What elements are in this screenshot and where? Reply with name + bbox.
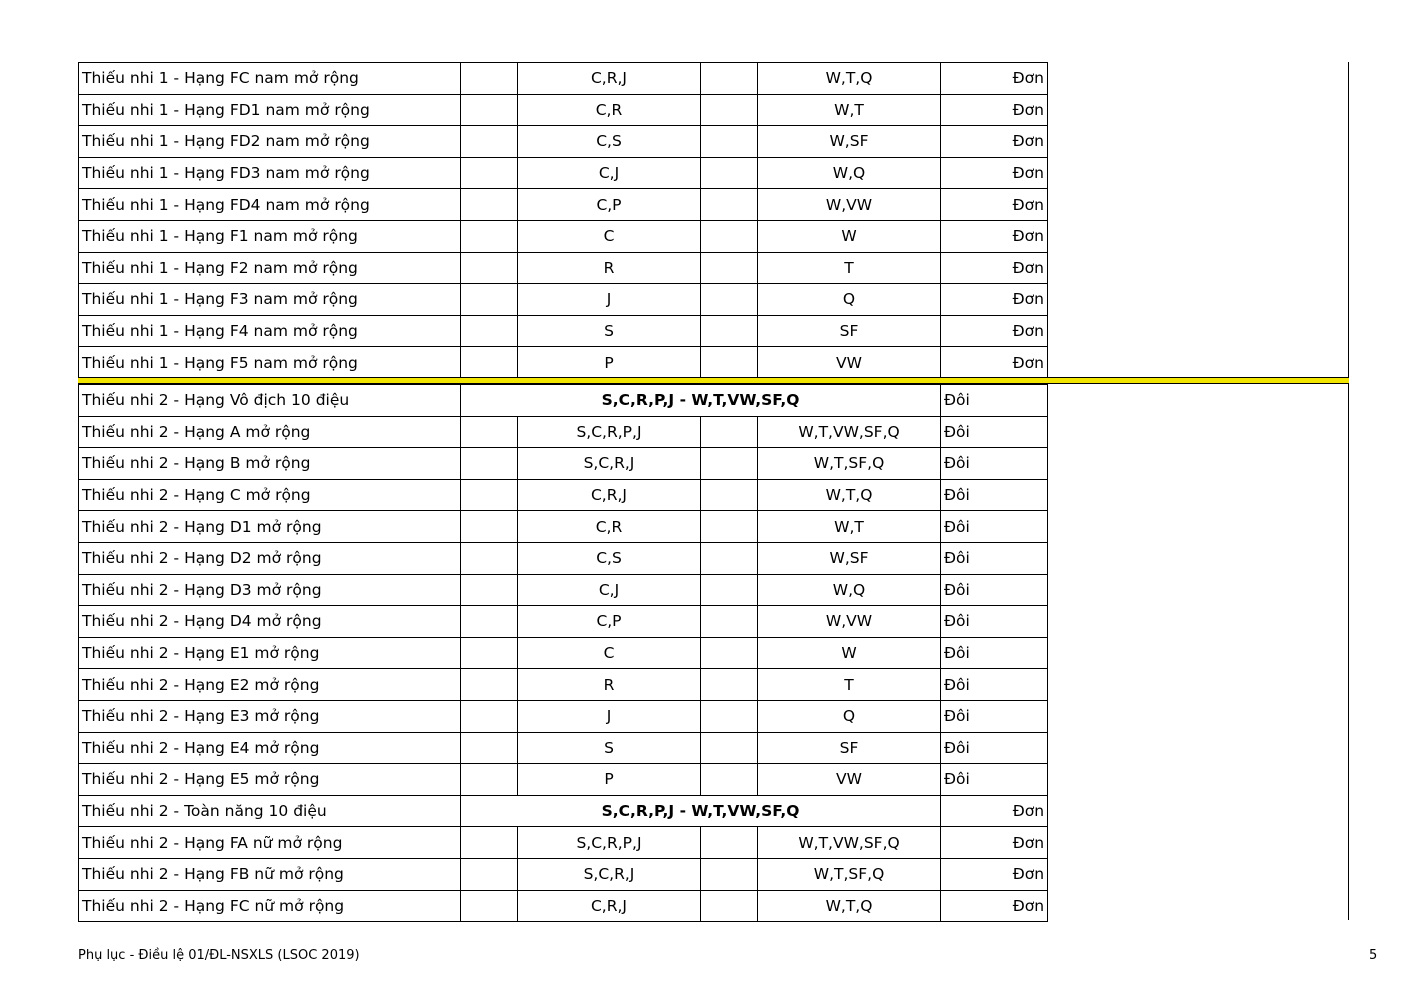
- latin-dances: S,C,R,J: [518, 858, 701, 890]
- entry-type: Đơn: [941, 858, 1048, 890]
- category-name: Thiếu nhi 1 - Hạng FD4 nam mở rộng: [79, 189, 461, 221]
- entry-type: Đôi: [941, 606, 1048, 638]
- category-name: Thiếu nhi 2 - Hạng FA nữ mở rộng: [79, 827, 461, 859]
- latin-dances: S,C,R,P,J: [518, 416, 701, 448]
- latin-dances: C: [518, 637, 701, 669]
- empty-cell: [461, 542, 518, 574]
- empty-cell: [461, 252, 518, 284]
- entry-type: Đôi: [941, 385, 1048, 417]
- table-row: [79, 764, 1048, 796]
- category-name: Thiếu nhi 2 - Hạng E5 mở rộng: [79, 764, 461, 796]
- standard-dances: VW: [758, 764, 941, 796]
- latin-dances: C,S: [518, 126, 701, 158]
- empty-cell: [701, 542, 758, 574]
- latin-dances: C,R,J: [518, 479, 701, 511]
- page-right-rule: [1348, 62, 1349, 920]
- empty-cell: [701, 347, 758, 379]
- latin-dances: J: [518, 284, 701, 316]
- table-row: [79, 858, 1048, 890]
- empty-cell: [461, 94, 518, 126]
- category-name: Thiếu nhi 1 - Hạng FD1 nam mở rộng: [79, 94, 461, 126]
- latin-dances: C,S: [518, 542, 701, 574]
- category-name: Thiếu nhi 2 - Hạng E3 mở rộng: [79, 700, 461, 732]
- entry-type: Đôi: [941, 764, 1048, 796]
- category-name: Thiếu nhi 2 - Hạng D1 mở rộng: [79, 511, 461, 543]
- standard-dances: W,T,Q: [758, 479, 941, 511]
- latin-dances: J: [518, 700, 701, 732]
- table-row: [79, 637, 1048, 669]
- standard-dances: W: [758, 637, 941, 669]
- entry-type: Đơn: [941, 252, 1048, 284]
- empty-cell: [461, 479, 518, 511]
- standard-dances: W,T,SF,Q: [758, 448, 941, 480]
- entry-type: Đôi: [941, 637, 1048, 669]
- category-table-section-2: [78, 384, 1048, 922]
- category-name: Thiếu nhi 2 - Hạng FC nữ mở rộng: [79, 890, 461, 922]
- table-row: [79, 157, 1048, 189]
- entry-type: Đơn: [941, 220, 1048, 252]
- empty-cell: [461, 669, 518, 701]
- category-name: Thiếu nhi 2 - Hạng FB nữ mở rộng: [79, 858, 461, 890]
- latin-dances: C,R,J: [518, 63, 701, 95]
- standard-dances: W,T,VW,SF,Q: [758, 827, 941, 859]
- table-row: [79, 542, 1048, 574]
- standard-dances: SF: [758, 732, 941, 764]
- empty-cell: [461, 347, 518, 379]
- empty-cell: [461, 764, 518, 796]
- footer-page-number: 5: [1369, 948, 1378, 963]
- empty-cell: [701, 94, 758, 126]
- empty-cell: [461, 637, 518, 669]
- standard-dances: W,Q: [758, 157, 941, 189]
- entry-type: Đơn: [941, 157, 1048, 189]
- latin-dances: S: [518, 732, 701, 764]
- table-row: [79, 732, 1048, 764]
- empty-cell: [461, 890, 518, 922]
- standard-dances: W,T,Q: [758, 890, 941, 922]
- category-name: Thiếu nhi 2 - Hạng D2 mở rộng: [79, 542, 461, 574]
- table-row: [79, 252, 1048, 284]
- standard-dances: SF: [758, 315, 941, 347]
- empty-cell: [701, 732, 758, 764]
- entry-type: Đơn: [941, 284, 1048, 316]
- latin-dances: C,P: [518, 189, 701, 221]
- entry-type: Đôi: [941, 511, 1048, 543]
- category-name: Thiếu nhi 2 - Hạng Vô địch 10 điệu: [79, 385, 461, 417]
- empty-cell: [701, 511, 758, 543]
- table-row: [79, 890, 1048, 922]
- latin-dances: C,P: [518, 606, 701, 638]
- empty-cell: [461, 448, 518, 480]
- empty-cell: [461, 574, 518, 606]
- category-name: Thiếu nhi 1 - Hạng FD2 nam mở rộng: [79, 126, 461, 158]
- category-name: Thiếu nhi 2 - Hạng D4 mở rộng: [79, 606, 461, 638]
- category-name: Thiếu nhi 2 - Hạng E4 mở rộng: [79, 732, 461, 764]
- entry-type: Đơn: [941, 827, 1048, 859]
- empty-cell: [461, 63, 518, 95]
- latin-dances: C,J: [518, 574, 701, 606]
- entry-type: Đơn: [941, 347, 1048, 379]
- empty-cell: [461, 511, 518, 543]
- table-row: [79, 347, 1048, 379]
- entry-type: Đơn: [941, 890, 1048, 922]
- standard-dances: W,VW: [758, 606, 941, 638]
- table-row: [79, 574, 1048, 606]
- latin-dances: P: [518, 347, 701, 379]
- latin-dances: C,J: [518, 157, 701, 189]
- table-row: [79, 189, 1048, 221]
- table-row: [79, 795, 1048, 827]
- entry-type: Đôi: [941, 700, 1048, 732]
- empty-cell: [701, 669, 758, 701]
- empty-cell: [701, 189, 758, 221]
- category-name: Thiếu nhi 2 - Hạng B mở rộng: [79, 448, 461, 480]
- empty-cell: [461, 606, 518, 638]
- category-name: Thiếu nhi 2 - Hạng A mở rộng: [79, 416, 461, 448]
- table-row: [79, 700, 1048, 732]
- standard-dances: W,T,VW,SF,Q: [758, 416, 941, 448]
- standard-dances: W,SF: [758, 126, 941, 158]
- empty-cell: [461, 315, 518, 347]
- empty-cell: [461, 827, 518, 859]
- table-row: [79, 827, 1048, 859]
- table-row: [79, 284, 1048, 316]
- entry-type: Đơn: [941, 795, 1048, 827]
- category-name: Thiếu nhi 2 - Hạng D3 mở rộng: [79, 574, 461, 606]
- empty-cell: [701, 637, 758, 669]
- entry-type: Đôi: [941, 669, 1048, 701]
- standard-dances: W,SF: [758, 542, 941, 574]
- section-separator: [78, 377, 1349, 384]
- entry-type: Đôi: [941, 732, 1048, 764]
- standard-dances: W,Q: [758, 574, 941, 606]
- empty-cell: [701, 416, 758, 448]
- latin-dances: C,R: [518, 94, 701, 126]
- empty-cell: [701, 157, 758, 189]
- table-row: [79, 220, 1048, 252]
- footer-document-ref: Phụ lục - Điều lệ 01/ĐL-NSXLS (LSOC 2019): [78, 948, 360, 963]
- standard-dances: W,T,SF,Q: [758, 858, 941, 890]
- entry-type: Đơn: [941, 63, 1048, 95]
- empty-cell: [701, 220, 758, 252]
- table-row: [79, 94, 1048, 126]
- empty-cell: [461, 220, 518, 252]
- standard-dances: W,T: [758, 511, 941, 543]
- empty-cell: [701, 63, 758, 95]
- category-name: Thiếu nhi 1 - Hạng F4 nam mở rộng: [79, 315, 461, 347]
- empty-cell: [701, 827, 758, 859]
- entry-type: Đôi: [941, 542, 1048, 574]
- category-name: Thiếu nhi 1 - Hạng F2 nam mở rộng: [79, 252, 461, 284]
- standard-dances: W: [758, 220, 941, 252]
- standard-dances: T: [758, 252, 941, 284]
- empty-cell: [701, 700, 758, 732]
- latin-dances: C: [518, 220, 701, 252]
- empty-cell: [461, 157, 518, 189]
- category-name: Thiếu nhi 2 - Hạng C mở rộng: [79, 479, 461, 511]
- entry-type: Đơn: [941, 126, 1048, 158]
- standard-dances: W,T: [758, 94, 941, 126]
- table-row: [79, 126, 1048, 158]
- empty-cell: [701, 252, 758, 284]
- standard-dances: T: [758, 669, 941, 701]
- category-name: Thiếu nhi 1 - Hạng F3 nam mở rộng: [79, 284, 461, 316]
- empty-cell: [461, 284, 518, 316]
- standard-dances: Q: [758, 700, 941, 732]
- dance-set-combined: S,C,R,P,J - W,T,VW,SF,Q: [461, 795, 941, 827]
- table-row: [79, 385, 1048, 417]
- latin-dances: S,C,R,J: [518, 448, 701, 480]
- latin-dances: R: [518, 252, 701, 284]
- empty-cell: [701, 448, 758, 480]
- latin-dances: S: [518, 315, 701, 347]
- category-name: Thiếu nhi 2 - Toàn năng 10 điệu: [79, 795, 461, 827]
- table-row: [79, 669, 1048, 701]
- table-row: [79, 448, 1048, 480]
- standard-dances: Q: [758, 284, 941, 316]
- entry-type: Đôi: [941, 574, 1048, 606]
- category-table-section-1: [78, 62, 1048, 379]
- latin-dances: R: [518, 669, 701, 701]
- category-name: Thiếu nhi 2 - Hạng E2 mở rộng: [79, 669, 461, 701]
- category-name: Thiếu nhi 2 - Hạng E1 mở rộng: [79, 637, 461, 669]
- latin-dances: C,R: [518, 511, 701, 543]
- empty-cell: [701, 574, 758, 606]
- empty-cell: [461, 732, 518, 764]
- entry-type: Đôi: [941, 416, 1048, 448]
- table-row: [79, 606, 1048, 638]
- empty-cell: [461, 416, 518, 448]
- empty-cell: [461, 700, 518, 732]
- latin-dances: P: [518, 764, 701, 796]
- table-row: [79, 315, 1048, 347]
- entry-type: Đôi: [941, 448, 1048, 480]
- category-name: Thiếu nhi 1 - Hạng F1 nam mở rộng: [79, 220, 461, 252]
- latin-dances: C,R,J: [518, 890, 701, 922]
- standard-dances: W,T,Q: [758, 63, 941, 95]
- category-name: Thiếu nhi 1 - Hạng F5 nam mở rộng: [79, 347, 461, 379]
- empty-cell: [701, 284, 758, 316]
- entry-type: Đơn: [941, 189, 1048, 221]
- empty-cell: [701, 315, 758, 347]
- standard-dances: VW: [758, 347, 941, 379]
- dance-set-combined: S,C,R,P,J - W,T,VW,SF,Q: [461, 385, 941, 417]
- empty-cell: [701, 890, 758, 922]
- empty-cell: [461, 858, 518, 890]
- empty-cell: [701, 858, 758, 890]
- entry-type: Đơn: [941, 315, 1048, 347]
- table-row: [79, 479, 1048, 511]
- category-name: Thiếu nhi 1 - Hạng FD3 nam mở rộng: [79, 157, 461, 189]
- empty-cell: [461, 126, 518, 158]
- latin-dances: S,C,R,P,J: [518, 827, 701, 859]
- empty-cell: [701, 479, 758, 511]
- empty-cell: [701, 126, 758, 158]
- standard-dances: W,VW: [758, 189, 941, 221]
- empty-cell: [461, 189, 518, 221]
- table-row: [79, 416, 1048, 448]
- entry-type: Đơn: [941, 94, 1048, 126]
- table-row: [79, 511, 1048, 543]
- entry-type: Đôi: [941, 479, 1048, 511]
- table-row: [79, 63, 1048, 95]
- empty-cell: [701, 606, 758, 638]
- empty-cell: [701, 764, 758, 796]
- category-name: Thiếu nhi 1 - Hạng FC nam mở rộng: [79, 63, 461, 95]
